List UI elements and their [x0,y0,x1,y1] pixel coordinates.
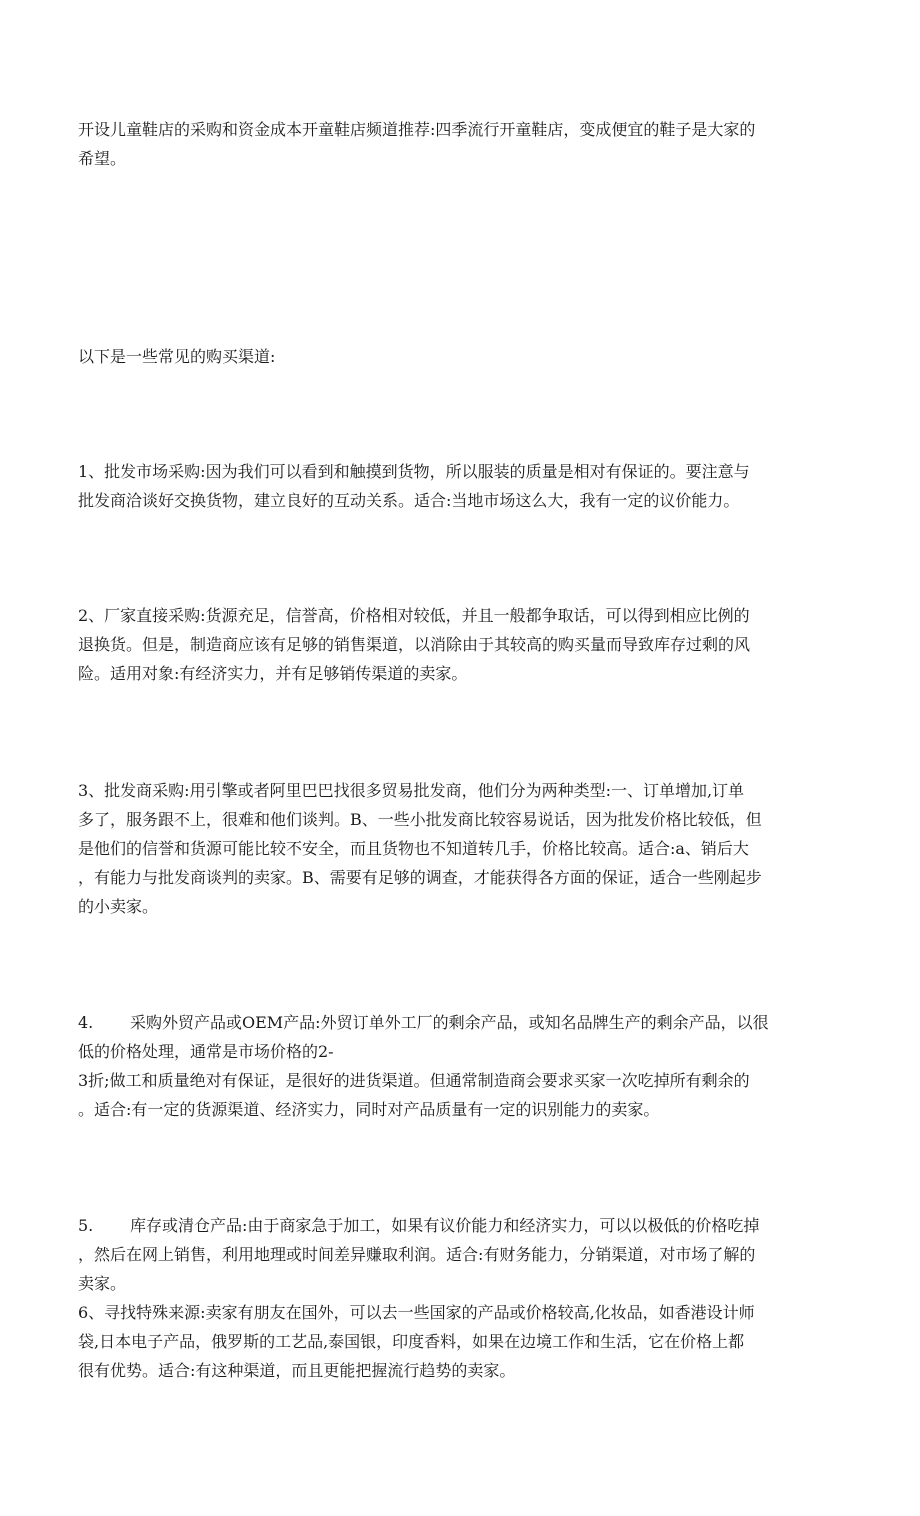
channels-heading [78,342,846,371]
item-text: 库存或清仓产品:由于商家急于加工，如果有议价能力和经济实力，可以以极低的价格吃掉 [130,1216,760,1235]
text-line: 低的价格处理，通常是市场价格的2- [78,1042,334,1061]
text-line: 是他们的信誉和货源可能比较不安全，而且货物也不知道转几手，价格比较高。适合:a、销后大 [78,839,749,858]
text-line: 3、批发商采购:用引擎或者阿里巴巴找很多贸易批发商，他们分为两种类型:一、订单增加,订单 [78,781,745,800]
text-line [78,1008,846,1037]
text-line: 多了，服务跟不上，很难和他们谈判。B、一些小批发商比较容易说话，因为批发价格比较低，但 [78,810,762,829]
text-line: 袋,日本电子产品，俄罗斯的工艺品,泰国银，印度香料，如果在边境工作和生活，它在价格上都 [78,1332,745,1351]
text-line: 卖家。 [78,1274,127,1293]
text-line: 6、寻找特殊来源:卖家有朋友在国外，可以去一些国家的产品或价格较高,化妆品，如香港设计师 [78,1303,755,1322]
text-line: 开设儿童鞋店的采购和资金成本开童鞋店频道推荐:四季流行开童鞋店，变成便宜的鞋子是大家的 [78,120,756,139]
text-line: 2、厂家直接采购:货源充足，信誉高，价格相对较低，并且一般都争取话，可以得到相应比例的 [78,606,750,625]
channel-item-2 [78,601,846,688]
channel-item-3 [78,776,846,921]
channel-item-6 [78,1298,846,1385]
text-line: 的小卖家。 [78,897,159,916]
text-line: 退换货。但是，制造商应该有足够的销售渠道，以消除由于其较高的购买量而导致库存过剩的风 [78,635,751,654]
text-line: 险。适用对象:有经济实力，并有足够销传渠道的卖家。 [78,664,468,683]
text-line [78,1211,846,1240]
text-line: ，然后在网上销售，利用地理或时间差异赚取利润。适合:有财务能力，分销渠道，对市场了解的 [78,1245,756,1264]
text-line: 。适合:有一定的货源渠道、经济实力，同时对产品质量有一定的识别能力的卖家。 [78,1100,660,1119]
text-line: 3折;做工和质量绝对有保证，是很好的进货渠道。但通常制造商会要求买家一次吃掉所有剩余的 [78,1071,750,1090]
text-line: 希望。 [78,149,127,168]
text-line: 1、批发市场采购:因为我们可以看到和触摸到货物，所以服装的质量是相对有保证的。要注意与 [78,462,750,481]
channel-item-5 [78,1211,846,1298]
item-number: 4. [78,1013,94,1032]
item-text: 采购外贸产品或OEM产品:外贸订单外工厂的剩余产品，或知名品牌生产的剩余产品，以很 [130,1013,769,1032]
channel-item-1 [78,457,846,515]
channel-item-4 [78,1008,846,1124]
text-line: 批发商洽谈好交换货物，建立良好的互动关系。适合:当地市场这么大，我有一定的议价能力。 [78,491,740,510]
item-number: 5. [78,1216,94,1235]
intro-paragraph [78,115,846,173]
text-line: 以下是一些常见的购买渠道: [78,347,276,366]
text-line: ，有能力与批发商谈判的卖家。B、需要有足够的调查，才能获得各方面的保证，适合一些刚起步 [78,868,762,887]
text-line: 很有优势。适合:有这种渠道，而且更能把握流行趋势的卖家。 [78,1361,516,1380]
